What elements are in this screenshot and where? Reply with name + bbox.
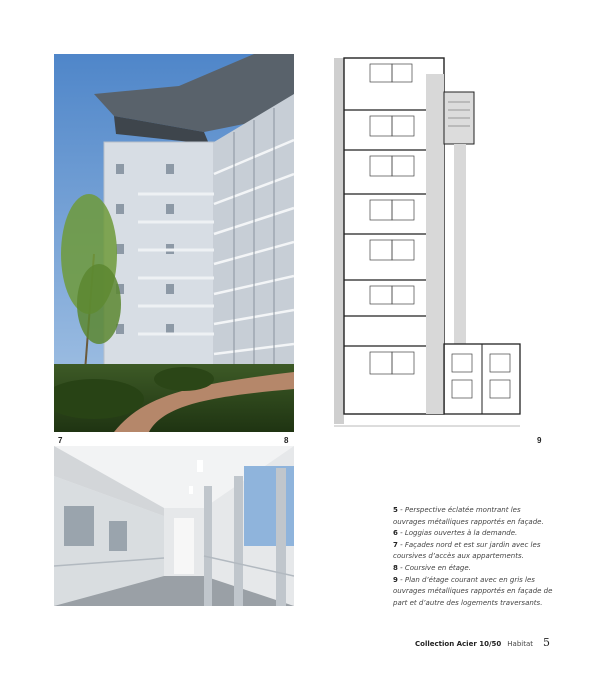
caption-num: 9 [393,575,398,584]
footer-section: Habitat [507,640,533,648]
floor-plan [330,54,546,434]
caption-line-7: 7 - Façades nord et est sur jardin avec les coursives d’accès aux appartements. [393,540,541,561]
caption-num: 6 [393,529,398,538]
caption-text: Plan d’étage courant avec en gris les ouvrages métalliques rapportés en façade de part et d’autre des logements traversants. [393,575,553,607]
caption-text: Façades nord et est sur jardin avec les coursives d’accès aux appartements. [393,540,541,561]
caption-line-8: 8 - Coursive en étage. [393,563,471,572]
figure-number-8: 8 [284,436,289,445]
photo-building-facade [54,54,294,432]
caption-num: 5 [393,506,398,514]
caption-text: Loggias ouvertes à la demande. [404,529,518,538]
figure-number-7: 7 [58,436,63,445]
caption-line-5: 5 - Perspective éclatée montrant les ouvrages métalliques rapportés en façade. [393,506,544,526]
caption-line-6: 6 - Loggias ouvertes à la demande. [393,529,518,538]
figure-number-9: 9 [537,436,542,445]
coursive-illustration [54,446,294,606]
building-facade-illustration [54,54,294,432]
caption-num: 7 [393,540,398,549]
footer-collection: Collection Acier 10/50 [415,640,502,648]
floor-plan-drawing [330,54,546,434]
page-footer [400,636,550,650]
caption-num: 8 [393,563,398,572]
photo-coursive [54,446,294,606]
page-number: 5 [543,636,550,649]
caption-block [393,505,553,609]
caption-text: Perspective éclatée montrant les ouvrages métalliques rapportés en façade. [393,506,544,526]
caption-line-9: 9 - Plan d’étage courant avec en gris les ouvrages métalliques rapportés en façade de part et d’autre des logements traversants. [393,575,553,607]
caption-text: Coursive en étage. [404,563,471,572]
